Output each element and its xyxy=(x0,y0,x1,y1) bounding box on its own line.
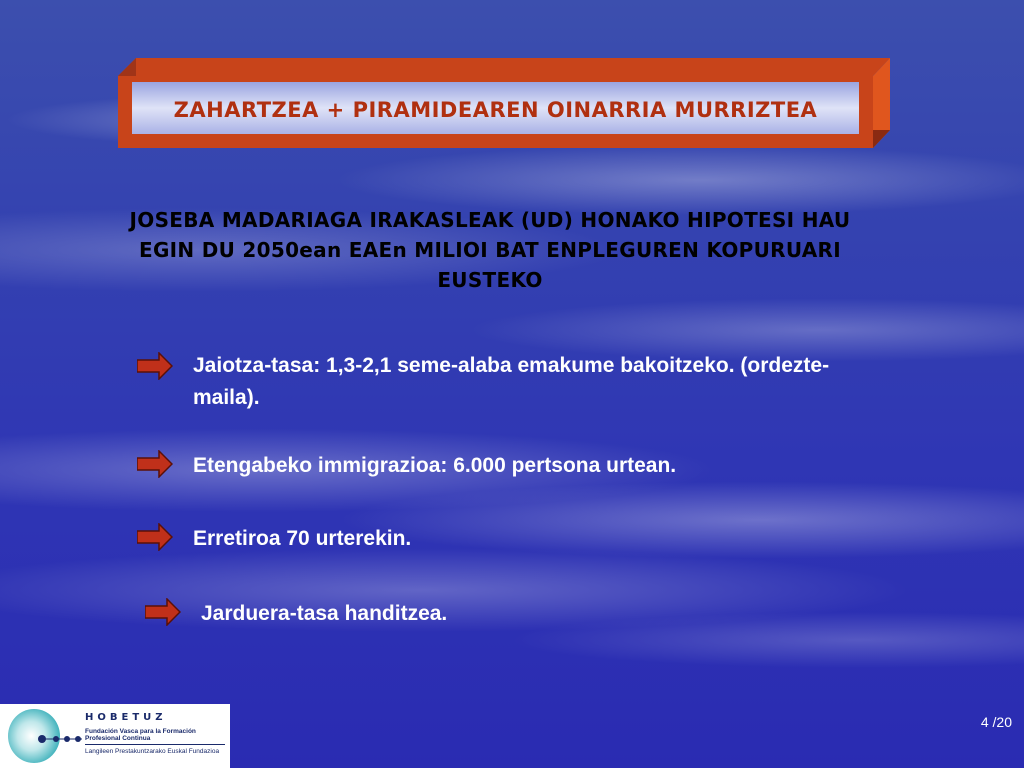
bullet-item xyxy=(137,523,411,555)
bullet-text: Etengabeko immigrazioa: 6.000 pertsona urtean. xyxy=(193,454,677,477)
bullet-item xyxy=(137,350,897,414)
bullet-text: Erretiroa 70 urterekin. xyxy=(193,527,412,550)
bullet-text: Jarduera-tasa handitzea. xyxy=(201,602,448,625)
logo-tagline-es: Fundación Vasca para la Formación Profesional Continua xyxy=(85,728,225,745)
page-number: 4 /20 xyxy=(980,714,1012,730)
arrow-right-icon xyxy=(137,352,173,380)
bullet-item xyxy=(137,450,676,482)
logo-swirl-icon xyxy=(4,706,84,766)
bullet-text: Jaiotza-tasa: 1,3-2,1 seme-alaba emakume bakoitzeko. (ordezte-maila). xyxy=(193,354,830,409)
logo-name: HOBETUZ xyxy=(85,712,167,723)
arrow-right-icon xyxy=(145,598,181,626)
slide-title: ZAHARTZEA + PIRAMIDEAREN OINARRIA MURRIZTEA xyxy=(173,97,818,122)
arrow-right-icon xyxy=(137,523,173,551)
hobetuz-logo xyxy=(0,704,230,768)
arrow-right-icon xyxy=(137,450,173,478)
bullet-item xyxy=(145,598,447,630)
slide-subtitle: JOSEBA MADARIAGA IRAKASLEAK (UD) HONAKO HIPOTESI HAU EGIN DU 2050ean EAEn MILIOI BAT ENPLEGUREN KOPURUARI EUSTEKO xyxy=(129,208,851,292)
title-box xyxy=(118,58,890,148)
logo-tagline-eu: Langileen Prestakuntzarako Euskal Fundazioa xyxy=(85,748,220,755)
